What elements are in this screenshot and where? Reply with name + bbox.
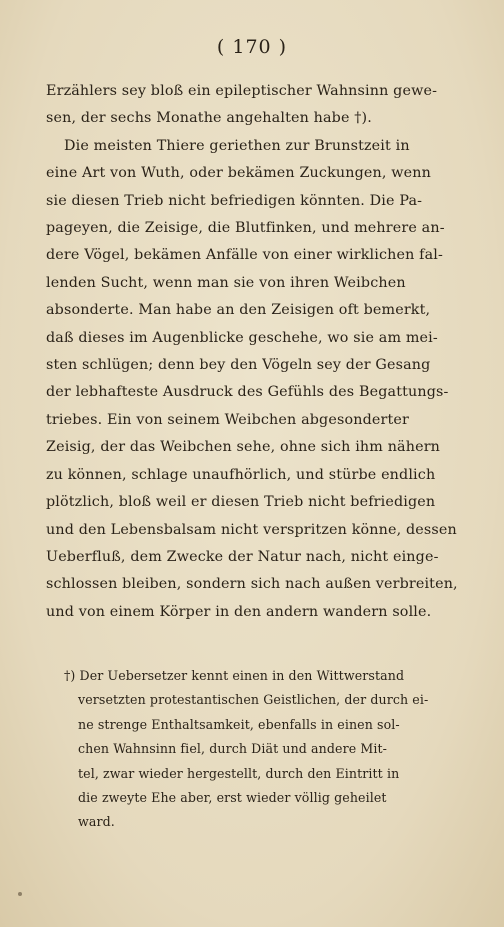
- body-line: daß dieses im Augenblicke geschehe, wo sie am mei-: [46, 329, 438, 346]
- footnote-line: ward.: [78, 814, 115, 830]
- body-line: und von einem Körper in den andern wandern solle.: [46, 603, 432, 620]
- body-line: triebes. Ein von seinem Weibchen abgesonderter: [46, 411, 409, 428]
- body-line: Ueberfluß, dem Zwecke der Natur nach, nicht einge-: [46, 548, 439, 565]
- body-line: Die meisten Thiere geriethen zur Brunstzeit in: [64, 137, 410, 154]
- footnote-line: chen Wahnsinn fiel, durch Diät und andere Mit-: [78, 741, 387, 757]
- body-line: absonderte. Man habe an den Zeisigen oft bemerkt,: [46, 302, 431, 319]
- body-line: sie diesen Trieb nicht befriedigen könnten. Die Pa-: [46, 192, 423, 209]
- ink-spot: [18, 892, 22, 896]
- body-text: [46, 78, 470, 626]
- body-line: plötzlich, bloß weil er diesen Trieb nicht befriedigen: [46, 494, 436, 511]
- footnote-line: ne strenge Enthaltsamkeit, ebenfalls in einen sol-: [78, 716, 400, 732]
- body-line: eine Art von Wuth, oder bekämen Zuckungen, wenn: [46, 165, 431, 182]
- body-line: der lebhafteste Ausdruck des Gefühls des Begattungs-: [46, 384, 449, 401]
- body-line: dere Vögel, bekämen Anfälle von einer wirklichen fal-: [46, 247, 443, 264]
- body-line: und den Lebensbalsam nicht verspritzen könne, dessen: [46, 521, 457, 538]
- footnote-line: †) Der Uebersetzer kennt einen in den Wittwerstand: [64, 668, 405, 683]
- body-line: zu können, schlage unaufhörlich, und stürbe endlich: [46, 466, 436, 483]
- body-line: sen, der sechs Monathe angehalten habe †).: [46, 110, 372, 127]
- body-line: Zeisig, der das Weibchen sehe, ohne sich ihm nähern: [46, 439, 441, 456]
- footnote-line: tel, zwar wieder hergestellt, durch den Eintritt in: [78, 765, 400, 781]
- page-number: ( 170 ): [216, 36, 288, 58]
- body-line: pageyen, die Zeisige, die Blutfinken, und mehrere an-: [46, 220, 445, 237]
- body-line: sten schlügen; denn bey den Vögeln sey der Gesang: [46, 357, 431, 374]
- footnote: [64, 664, 474, 835]
- body-line: lenden Sucht, wenn man sie von ihren Weibchen: [46, 274, 406, 291]
- body-line: schlossen bleiben, sondern sich nach außen verbreiten,: [46, 576, 458, 593]
- body-line: Erzählers sey bloß ein epileptischer Wahnsinn gewe-: [46, 83, 438, 99]
- footnote-line: versetzten protestantischen Geistlichen, der durch ei-: [78, 692, 429, 708]
- footnote-line: die zweyte Ehe aber, erst wieder völlig geheilet: [78, 790, 387, 806]
